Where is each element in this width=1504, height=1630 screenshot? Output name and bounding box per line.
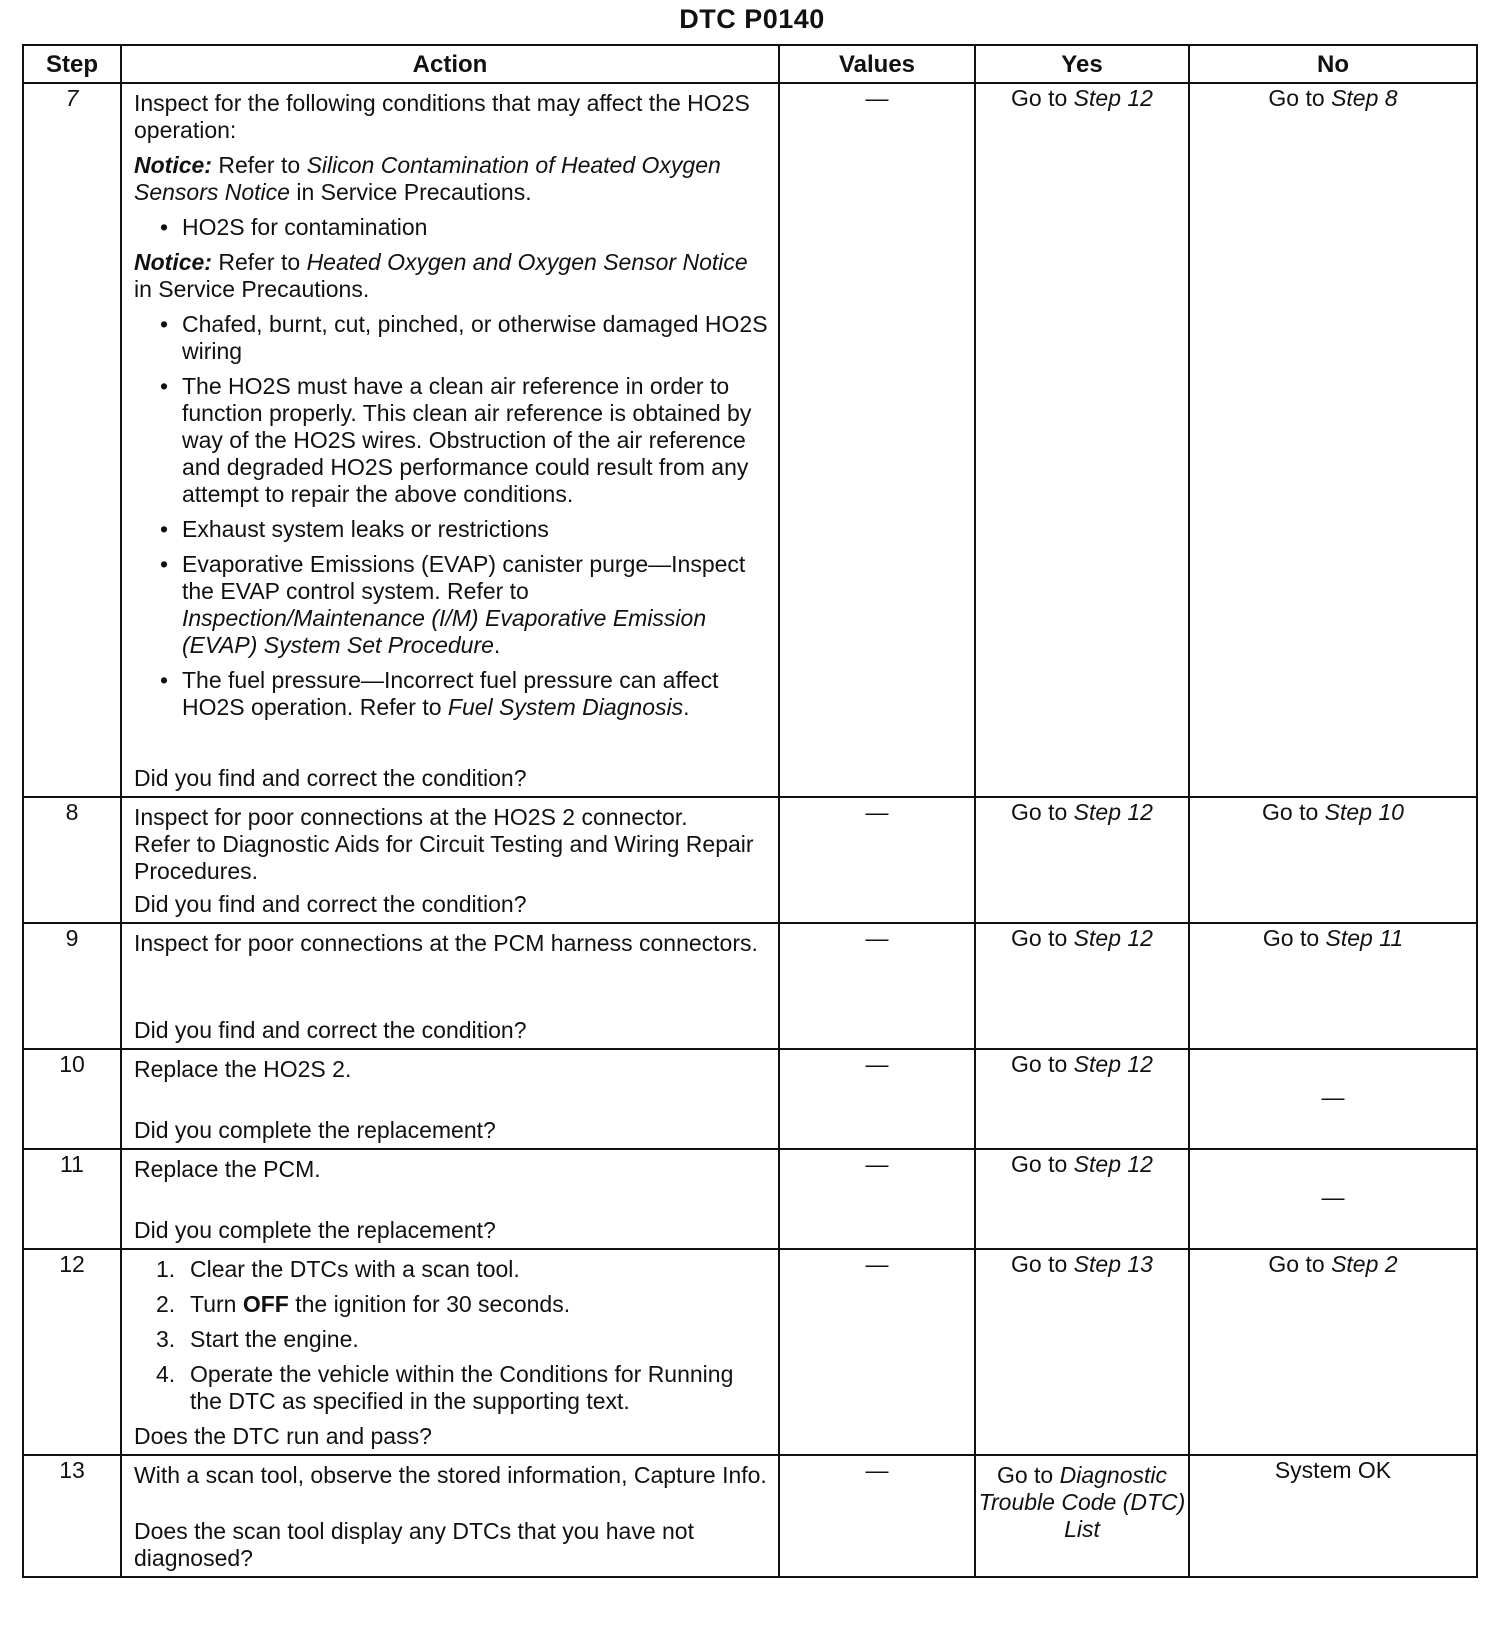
notice-text: Refer to: [211, 152, 307, 178]
list-item-text: .: [683, 694, 690, 720]
step-number: 11: [23, 1149, 121, 1249]
table-row: [23, 797, 1477, 923]
step-number: 12: [23, 1249, 121, 1455]
goto-text: Go to: [1268, 85, 1332, 111]
goto-text: Go to: [1262, 925, 1326, 951]
yes-cell: [975, 797, 1189, 923]
header-action: Action: [121, 45, 779, 83]
goto-step-link[interactable]: Step 12: [1073, 85, 1153, 111]
table-row: [23, 83, 1477, 797]
action-question: Did you complete the replacement?: [134, 1117, 496, 1143]
list-item-text: Exhaust system leaks or restrictions: [182, 516, 549, 542]
values-cell: —: [779, 83, 975, 797]
no-cell: System OK: [1189, 1455, 1477, 1577]
yes-cell: [975, 923, 1189, 1049]
list-item-text: Clear the DTCs with a scan tool.: [190, 1256, 520, 1282]
table-header-row: [23, 45, 1477, 83]
list-item-text: Start the engine.: [190, 1326, 359, 1352]
goto-step-link[interactable]: Step 10: [1324, 799, 1404, 825]
values-cell: —: [779, 1149, 975, 1249]
procedure-reference: Fuel System Diagnosis: [447, 694, 684, 720]
dtc-table: [22, 44, 1478, 1578]
list-item-text: Turn: [190, 1291, 243, 1317]
list-item-text: the ignition for 30 seconds.: [288, 1291, 571, 1317]
action-question: Did you find and correct the condition?: [134, 765, 527, 791]
list-item: [134, 311, 768, 365]
notice: [134, 249, 768, 303]
goto-step-link[interactable]: Step 12: [1073, 925, 1153, 951]
step-number: 13: [23, 1455, 121, 1577]
action-text: Inspect for poor connections at the HO2S 2 connector.: [134, 804, 688, 830]
no-cell: [1189, 83, 1477, 797]
action-cell: [121, 1049, 779, 1149]
notice-reference: Silicon Contamination of Heated Oxygen Sensors Notice: [134, 152, 721, 205]
goto-step-link[interactable]: Step 12: [1073, 1051, 1153, 1077]
goto-text: Go to: [1011, 1251, 1074, 1277]
no-cell: [1189, 797, 1477, 923]
goto-text: Go to: [1011, 799, 1074, 825]
goto-step-link[interactable]: Step 8: [1331, 85, 1398, 111]
notice-label: Notice:: [134, 249, 212, 275]
page-title: DTC P0140: [679, 4, 825, 34]
step-number: 8: [23, 797, 121, 923]
values-cell: —: [779, 923, 975, 1049]
list-item: [134, 373, 768, 508]
list-item-number: 4.: [156, 1361, 176, 1387]
list-item: [134, 1256, 768, 1283]
goto-text: Go to: [1011, 1151, 1074, 1177]
no-cell: —: [1189, 1149, 1477, 1249]
yes-cell: [975, 1049, 1189, 1149]
list-item-number: 1.: [156, 1256, 176, 1282]
values-cell: —: [779, 1249, 975, 1455]
action-text: Replace the HO2S 2.: [134, 1056, 352, 1082]
step-number: 7: [23, 83, 121, 797]
header-no: No: [1189, 45, 1477, 83]
goto-text: Go to: [1011, 1051, 1074, 1077]
header-step: Step: [23, 45, 121, 83]
notice-text: in Service Precautions.: [289, 179, 532, 205]
list-item: [134, 1361, 768, 1415]
no-cell: [1189, 1249, 1477, 1455]
goto-text: Go to: [1268, 1251, 1332, 1277]
notice-text: in Service Precautions.: [134, 276, 370, 302]
list-item-text: The fuel pressure—Incorrect fuel pressure can affect HO2S operation. Refer to: [182, 667, 719, 720]
action-text: Inspect for poor connections at the PCM harness connectors.: [134, 930, 758, 956]
list-item-number: 3.: [156, 1326, 176, 1352]
list-item-emphasis: OFF: [242, 1291, 289, 1317]
list-item-text: HO2S for contamination: [182, 214, 428, 240]
goto-step-link[interactable]: Step 11: [1325, 925, 1404, 951]
list-item-text: Evaporative Emissions (EVAP) canister purge—Inspect the EVAP control system. Refer to: [182, 551, 746, 604]
list-item-text: The HO2S must have a clean air reference in order to function properly. This clean air reference is obtained by way of the HO2S wires. Obstruction of the air reference and degraded HO2S performance could result from any attempt to repair the above conditions.: [182, 373, 752, 507]
header-values: Values: [779, 45, 975, 83]
action-cell: [121, 1249, 779, 1455]
bullet-icon: •: [160, 214, 169, 240]
list-item: [134, 1326, 768, 1353]
bullet-icon: •: [160, 516, 169, 542]
action-text: Replace the PCM.: [134, 1156, 321, 1182]
step-number: 10: [23, 1049, 121, 1149]
action-question: Did you complete the replacement?: [134, 1217, 496, 1243]
values-cell: —: [779, 797, 975, 923]
bullet-icon: •: [160, 667, 169, 693]
bullet-icon: •: [160, 311, 169, 337]
values-cell: —: [779, 1049, 975, 1149]
list-item-text: Operate the vehicle within the Conditions for Running the DTC as specified in the supporting text.: [190, 1361, 734, 1414]
bullet-icon: •: [160, 551, 169, 577]
list-item-text: Chafed, burnt, cut, pinched, or otherwise damaged HO2S wiring: [182, 311, 768, 364]
yes-cell: [975, 1249, 1189, 1455]
notice-reference: Heated Oxygen and Oxygen Sensor Notice: [306, 249, 748, 275]
bullet-icon: •: [160, 373, 169, 399]
action-cell: [121, 797, 779, 923]
goto-step-link[interactable]: Step 2: [1331, 1251, 1398, 1277]
header-yes: Yes: [975, 45, 1189, 83]
action-intro: Inspect for the following conditions that may affect the HO2S operation:: [134, 90, 750, 143]
table-row: [23, 1249, 1477, 1455]
action-question: Did you find and correct the condition?: [134, 891, 527, 917]
yes-cell: [975, 83, 1189, 797]
goto-step-link[interactable]: Step 13: [1073, 1251, 1153, 1277]
action-cell: [121, 83, 779, 797]
action-text: With a scan tool, observe the stored information, Capture Info.: [134, 1462, 767, 1488]
notice-text: Refer to: [211, 249, 307, 275]
action-cell: [121, 1455, 779, 1577]
list-item-number: 2.: [156, 1291, 176, 1317]
list-item: [134, 516, 768, 543]
list-item: [134, 214, 768, 241]
table-row: [23, 923, 1477, 1049]
goto-text: Go to: [1262, 799, 1325, 825]
goto-step-link[interactable]: Step 12: [1073, 1151, 1153, 1177]
values-cell: —: [779, 1455, 975, 1577]
action-cell: [121, 1149, 779, 1249]
action-cell: [121, 923, 779, 1049]
notice-label: Notice:: [134, 152, 212, 178]
action-question: Did you find and correct the condition?: [134, 1017, 527, 1043]
no-cell: [1189, 923, 1477, 1049]
table-row: [23, 1049, 1477, 1149]
list-item: [134, 551, 768, 659]
action-question: Does the DTC run and pass?: [134, 1423, 432, 1449]
goto-text: Go to: [996, 1462, 1060, 1488]
notice: [134, 152, 768, 206]
yes-cell: [975, 1149, 1189, 1249]
no-cell: —: [1189, 1049, 1477, 1149]
step-number: 9: [23, 923, 121, 1049]
table-row: [23, 1149, 1477, 1249]
action-question: Does the scan tool display any DTCs that you have not diagnosed?: [134, 1518, 694, 1571]
list-item: [134, 1291, 768, 1318]
list-item-text: .: [493, 632, 501, 658]
yes-cell: [975, 1455, 1189, 1577]
table-row: [23, 1455, 1477, 1577]
procedure-reference: Inspection/Maintenance (I/M) Evaporative Emission (EVAP) System Set Procedure: [182, 605, 707, 658]
goto-text: Go to: [1011, 85, 1074, 111]
goto-step-link[interactable]: Step 12: [1073, 799, 1153, 825]
list-item: [134, 667, 768, 721]
goto-diagnostic-link[interactable]: Diagnostic Trouble Code (DTC) List: [978, 1462, 1186, 1542]
action-text: Refer to Diagnostic Aids for Circuit Testing and Wiring Repair Procedures.: [134, 831, 754, 884]
goto-text: Go to: [1011, 925, 1074, 951]
